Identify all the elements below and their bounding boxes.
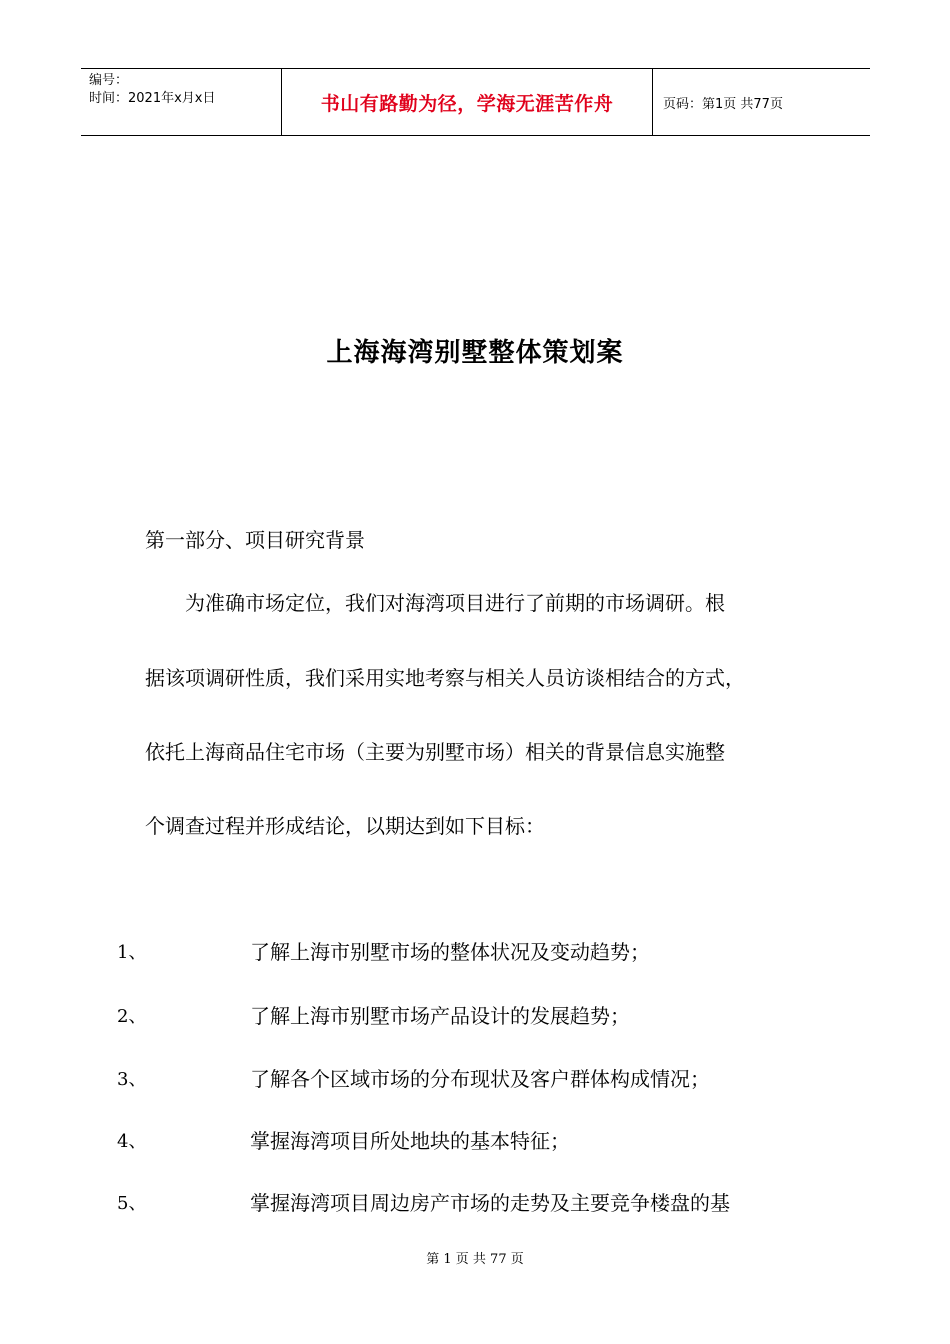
list-item-text: 掌握海湾项目所处地块的基本特征； bbox=[250, 1129, 570, 1153]
list-item-number: 5、 bbox=[117, 1193, 147, 1214]
number-label: 编号： bbox=[89, 73, 129, 88]
motto-text: 书山有路勤为径，学海无涯苦作舟 bbox=[320, 92, 614, 115]
list-item-number: 2、 bbox=[117, 1006, 147, 1027]
list-item-number: 1、 bbox=[117, 942, 147, 963]
page-info: 页码：第1页 共77页 bbox=[663, 96, 783, 112]
paragraph-line: 个调查过程并形成结论，以期达到如下目标： bbox=[145, 814, 545, 838]
header-meta-cell bbox=[81, 69, 282, 135]
section-heading: 第一部分、项目研究背景 bbox=[145, 528, 365, 552]
document-title: 上海海湾别墅整体策划案 bbox=[326, 338, 624, 368]
list-item-text: 掌握海湾项目周边房产市场的走势及主要竞争楼盘的基 bbox=[250, 1191, 730, 1215]
paragraph-line: 据该项调研性质，我们采用实地考察与相关人员访谈相结合的方式， bbox=[145, 666, 745, 690]
list-item-text: 了解上海市别墅市场产品设计的发展趋势； bbox=[250, 1004, 630, 1028]
list-item-number: 4、 bbox=[117, 1131, 147, 1152]
list-item-text: 了解上海市别墅市场的整体状况及变动趋势； bbox=[250, 940, 650, 964]
list-item-number: 3、 bbox=[117, 1069, 147, 1090]
paragraph-line: 为准确市场定位，我们对海湾项目进行了前期的市场调研。根 bbox=[145, 591, 725, 615]
time-label: 时间：2021年x月x日 bbox=[89, 91, 216, 106]
page-footer: 第 1 页 共 77 页 bbox=[426, 1252, 524, 1267]
page-header bbox=[81, 68, 870, 136]
paragraph-line: 依托上海商品住宅市场（主要为别墅市场）相关的背景信息实施整 bbox=[145, 740, 725, 764]
header-page-cell bbox=[653, 69, 870, 135]
list-item-text: 了解各个区域市场的分布现状及客户群体构成情况； bbox=[250, 1067, 710, 1091]
header-motto-cell bbox=[282, 69, 653, 135]
